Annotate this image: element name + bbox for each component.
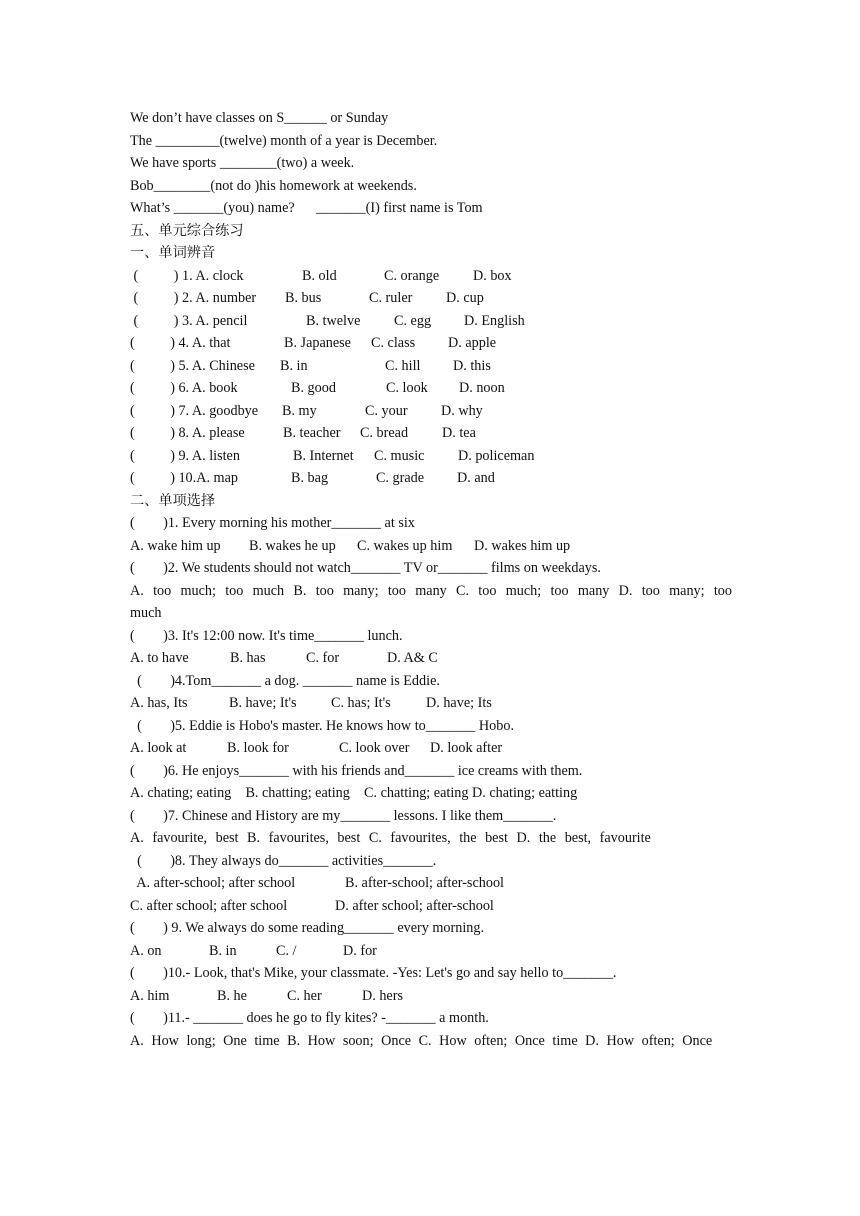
section-5-heading: 五、单元综合练习 — [130, 222, 244, 239]
choice-question-10: ( )10.- Look, that's Mike, your classmate. -Yes: Let's go and say hello to_______. — [130, 965, 617, 981]
option-d: D. after school; after-school — [335, 897, 494, 914]
option-b: B. has — [230, 650, 266, 666]
pron-b: B. bag — [291, 470, 329, 486]
pron-d: D. English — [464, 312, 525, 329]
part-2-heading: 二、单项选择 — [130, 492, 216, 509]
pron-b: B. teacher — [283, 425, 341, 441]
option-a: A. to have — [130, 650, 189, 666]
option-a: A. after-school; after school — [130, 875, 296, 891]
fill-in-1: We don’t have classes on S______ or Sunday — [130, 110, 389, 126]
pron-b: B. my — [282, 402, 317, 419]
choice-options-10 — [130, 985, 732, 1008]
option-b: B. he — [217, 987, 247, 1004]
choice-options-8b — [130, 895, 732, 918]
pron-d: D. tea — [442, 425, 476, 441]
choice-question-4: ( )4.Tom_______ a dog. _______ name is Eddie. — [130, 672, 440, 689]
choice-options-9 — [130, 940, 732, 963]
choice-options-7: A. favourite, best B. favourites, best C. favourites, the best D. the best, favourite — [130, 830, 651, 846]
pron-q: ( ) 8. A. please — [130, 425, 245, 441]
pron-d: D. box — [473, 267, 512, 284]
pron-q: ( ) 10.A. map — [130, 470, 238, 486]
pron-question-5 — [130, 355, 732, 378]
option-d: D. look after — [430, 740, 503, 756]
choice-options-8a — [130, 872, 732, 895]
pron-b: B. old — [302, 267, 337, 284]
choice-question-2: ( )2. We students should not watch_______ TV or_______ films on weekdays. — [130, 560, 601, 576]
pron-d: D. apple — [448, 335, 497, 351]
choice-question-1: ( )1. Every morning his mother_______ at six — [130, 515, 415, 531]
pron-b: B. bus — [285, 290, 322, 306]
fill-in-4: Bob________(not do )his homework at weekends. — [130, 177, 417, 194]
pron-question-4 — [130, 332, 732, 355]
pron-q: ( ) 3. A. pencil — [130, 312, 248, 329]
option-c: C. for — [306, 650, 340, 666]
fill-in-5: What’s _______(you) name? _______(I) first name is Tom — [130, 200, 483, 216]
fill-in-3: We have sports ________(two) a week. — [130, 155, 355, 171]
option-c: C. / — [276, 942, 297, 959]
pron-c: C. egg — [394, 312, 432, 329]
option-c: C. her — [287, 987, 322, 1004]
pron-question-8 — [130, 422, 732, 445]
pron-question-1 — [130, 265, 732, 288]
pron-c: C. hill — [385, 357, 421, 374]
pron-c: C. bread — [360, 425, 409, 441]
pron-q: ( ) 5. A. Chinese — [130, 357, 255, 374]
option-a: A. wake him up — [130, 537, 221, 554]
option-b: B. wakes he up — [249, 537, 336, 554]
pron-q: ( ) 6. A. book — [130, 380, 238, 396]
option-c: C. has; It's — [331, 695, 391, 711]
pron-q: ( ) 7. A. goodbye — [130, 402, 259, 419]
option-d: D. for — [343, 942, 377, 959]
pron-b: B. twelve — [306, 312, 361, 329]
pron-q: ( ) 2. A. number — [130, 290, 257, 306]
pron-d: D. policeman — [458, 447, 535, 464]
choice-question-5: ( )5. Eddie is Hobo's master. He knows how to_______ Hobo. — [130, 717, 515, 734]
option-a: A. on — [130, 942, 162, 959]
pron-question-2 — [130, 287, 732, 310]
pron-q: ( ) 4. A. that — [130, 335, 231, 351]
option-d: D. A& C — [387, 650, 438, 666]
pron-c: C. grade — [376, 470, 425, 486]
choice-question-3: ( )3. It's 12:00 now. It's time_______ lunch. — [130, 627, 403, 644]
option-a: A. him — [130, 987, 170, 1004]
pron-c: C. look — [386, 380, 428, 396]
pron-q: ( ) 1. A. clock — [130, 267, 244, 284]
choice-options-2: A. too much; too much B. too many; too many C. too much; too many D. too many; too much — [130, 582, 732, 621]
pron-question-6 — [130, 377, 732, 400]
pron-question-7 — [130, 400, 732, 423]
pron-b: B. Internet — [293, 447, 354, 464]
option-b: B. in — [209, 942, 237, 959]
option-c: C. wakes up him — [357, 537, 453, 554]
choice-question-6: ( )6. He enjoys_______ with his friends and_______ ice creams with them. — [130, 762, 583, 779]
pron-c: C. class — [371, 335, 416, 351]
choice-question-11: ( )11.- _______ does he go to fly kites? -_______ a month. — [130, 1010, 489, 1026]
option-a: A. look at — [130, 740, 187, 756]
pron-question-3 — [130, 310, 732, 333]
choice-question-7: ( )7. Chinese and History are my_______ lessons. I like them_______. — [130, 807, 557, 824]
choice-question-9: ( ) 9. We always do some reading_______ every morning. — [130, 920, 484, 936]
pron-c: C. music — [374, 447, 425, 464]
pron-b: B. in — [280, 357, 308, 374]
pron-question-9 — [130, 445, 732, 468]
pron-d: D. this — [453, 357, 491, 374]
pron-c: C. orange — [384, 267, 440, 284]
choice-options-1 — [130, 535, 732, 558]
option-c: C. after school; after school — [130, 897, 288, 914]
choice-options-6: A. chating; eating B. chatting; eating C. chatting; eating D. chating; eatting — [130, 785, 578, 801]
pron-d: D. why — [441, 402, 483, 419]
choice-question-8: ( )8. They always do_______ activities_______. — [130, 852, 437, 869]
pron-question-10 — [130, 467, 732, 490]
option-b: B. have; It's — [229, 695, 297, 711]
option-d: D. wakes him up — [474, 537, 571, 554]
choice-options-3 — [130, 647, 732, 670]
option-c: C. look over — [339, 740, 410, 756]
option-d: D. hers — [362, 987, 403, 1004]
pron-b: B. good — [291, 380, 336, 396]
pron-d: D. noon — [459, 380, 505, 396]
option-d: D. have; Its — [426, 695, 492, 711]
option-b: B. after-school; after-school — [345, 875, 504, 891]
choice-options-5 — [130, 737, 732, 760]
fill-in-2: The _________(twelve) month of a year is December. — [130, 132, 438, 149]
pron-q: ( ) 9. A. listen — [130, 447, 240, 464]
pron-c: C. your — [365, 402, 408, 419]
option-a: A. has, Its — [130, 695, 188, 711]
choice-options-11: A. How long; One time B. How soon; Once C. How often; Once time D. How often; Once — [130, 1032, 713, 1049]
pron-b: B. Japanese — [284, 335, 351, 351]
pron-d: D. cup — [446, 290, 484, 306]
option-b: B. look for — [227, 740, 289, 756]
part-1-heading: 一、单词辨音 — [130, 245, 216, 261]
choice-options-4 — [130, 692, 732, 715]
pron-d: D. and — [457, 470, 495, 486]
pron-c: C. ruler — [369, 290, 413, 306]
worksheet — [130, 107, 732, 1052]
